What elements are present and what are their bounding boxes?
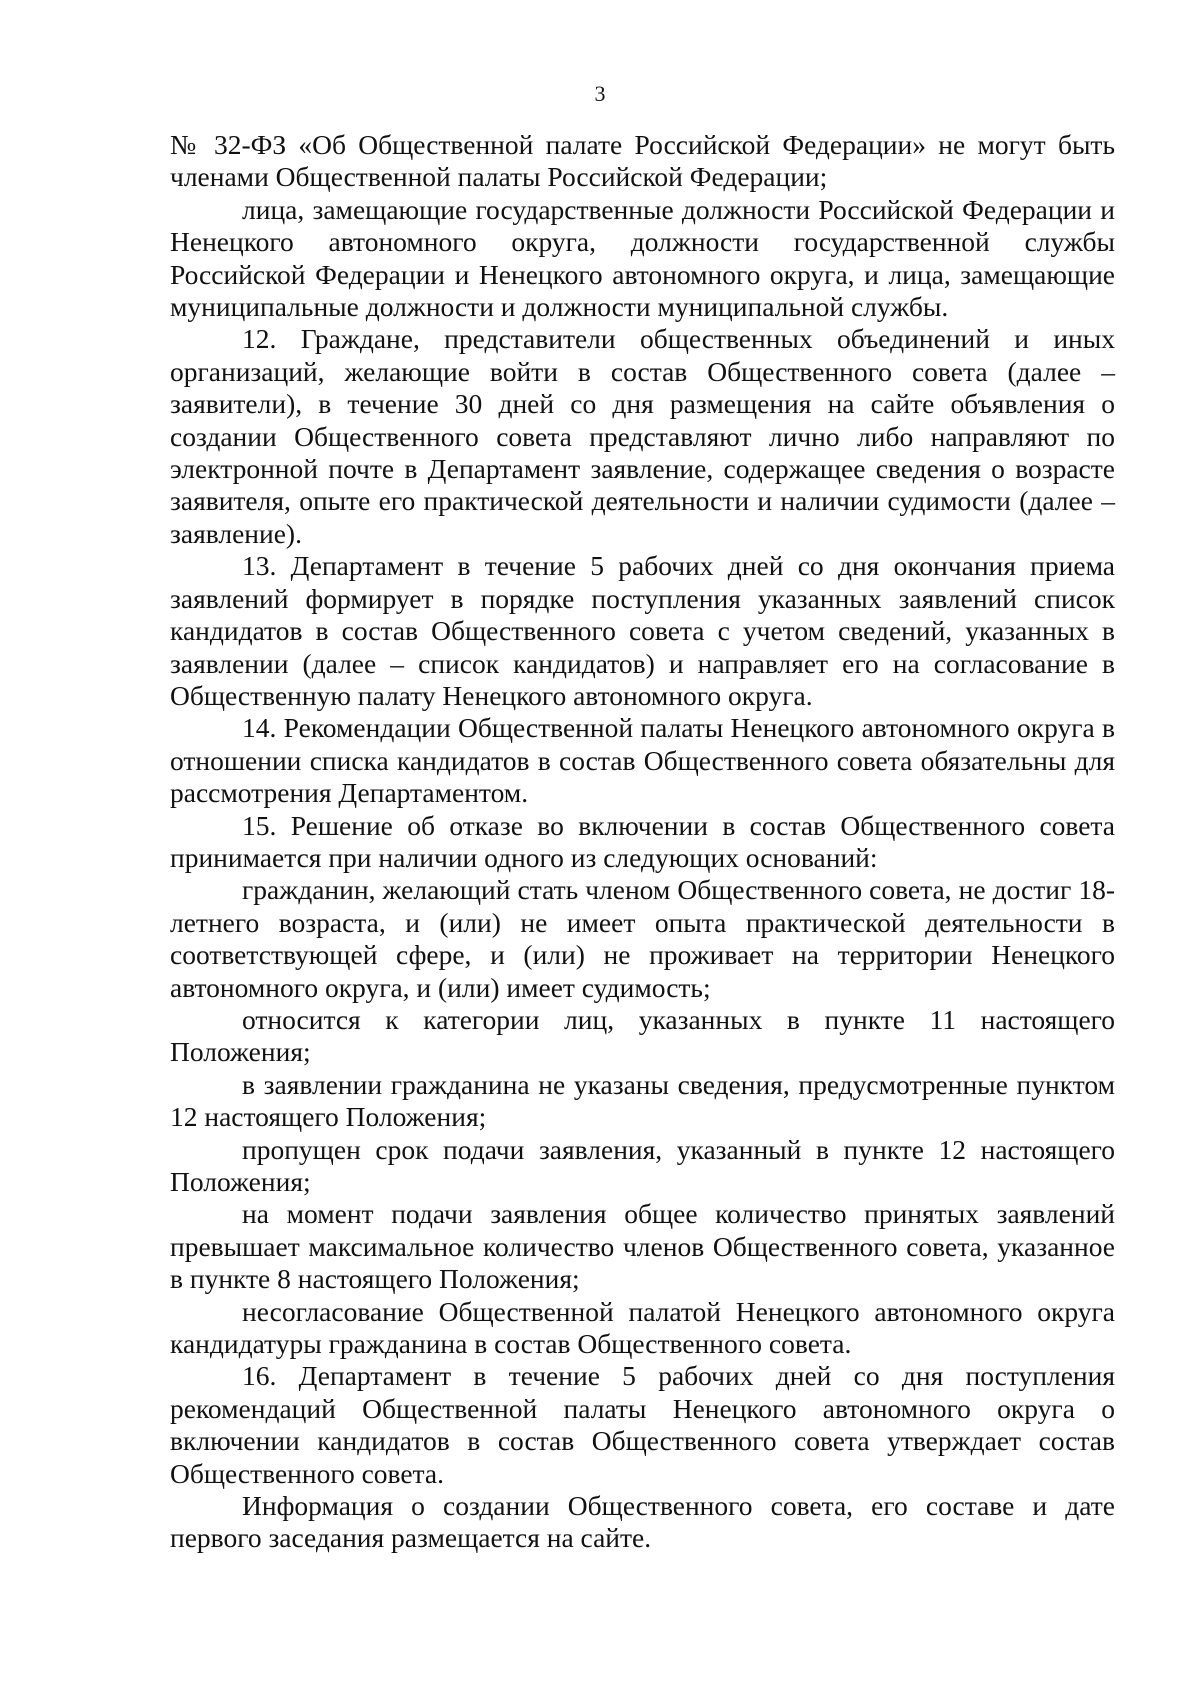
paragraph-item-12: 12. Граждане, представители общественных объединений и иных организаций, желающие войти в состав Общественного совета (далее – заявители), в течение 30 дней со дня размещения на сайте объявления о создании Общественного совета представляют лично либо направляют по электронной почте в Департамент заявление, содержащее сведения о возрасте заявителя, опыте его практической деятельности и наличии судимости (далее – заявление). bbox=[170, 323, 1115, 549]
paragraph-continuation: № 32-ФЗ «Об Общественной палате Российской Федерации» не могут быть членами Общественной палаты Российской Федерации; bbox=[170, 129, 1115, 193]
paragraph-ground-age-experience: гражданин, желающий стать членом Общественного совета, не достиг 18-летнего возраста, и (или) не имеет опыта практической деятельности в соответствующей сфере, и (или) не проживает на территории Ненецкого автономного округа, и (или) имеет судимость; bbox=[170, 874, 1115, 1003]
document-body bbox=[170, 129, 1115, 1555]
paragraph-item-13: 13. Департамент в течение 5 рабочих дней со дня окончания приема заявлений формирует в порядке поступления указанных заявлений список кандидатов в состав Общественного совета с учетом сведений, указанных в заявлении (далее – список кандидатов) и направляет его на согласование в Общественную палату Ненецкого автономного округа. bbox=[170, 550, 1115, 711]
paragraph-ground-disapproval: несогласование Общественной палатой Ненецкого автономного округа кандидатуры гражданина в состав Общественного совета. bbox=[170, 1295, 1115, 1360]
paragraph-ground-deadline: пропущен срок подачи заявления, указанный в пункте 12 настоящего Положения; bbox=[170, 1133, 1115, 1197]
page-number: 3 bbox=[594, 81, 606, 106]
paragraph-item-14: 14. Рекомендации Общественной палаты Ненецкого автономного округа в отношении списка кандидатов в состав Общественного совета обязательны для рассмотрения Департаментом. bbox=[170, 712, 1115, 809]
paragraph-ground-category: относится к категории лиц, указанных в пункте 11 настоящего Положения; bbox=[170, 1003, 1115, 1068]
paragraph-ground-quota: на момент подачи заявления общее количество принятых заявлений превышает максимальное количество членов Общественного совета, указанное в пункте 8 настоящего Положения; bbox=[170, 1198, 1115, 1295]
paragraph-item-15: 15. Решение об отказе во включении в состав Общественного совета принимается при наличии одного из следующих оснований: bbox=[170, 809, 1115, 873]
paragraph-publication-info: Информация о создании Общественного совета, его составе и дате первого заседания размещается на сайте. bbox=[170, 1490, 1115, 1554]
paragraph-ground-missing-info: в заявлении гражданина не указаны сведения, предусмотренные пунктом 12 настоящего Положения; bbox=[170, 1068, 1115, 1133]
paragraph-item-16: 16. Департамент в течение 5 рабочих дней со дня поступления рекомендаций Общественной палаты Ненецкого автономного округа о включении кандидатов в состав Общественного совета утверждает состав Общественного совета. bbox=[170, 1360, 1115, 1489]
paragraph-officials-exclusion: лица, замещающие государственные должности Российской Федерации и Ненецкого автономного округа, должности государственной службы Российской Федерации и Ненецкого автономного округа, и лица, замещающие муниципальные должности и должности муниципальной службы. bbox=[170, 193, 1115, 323]
